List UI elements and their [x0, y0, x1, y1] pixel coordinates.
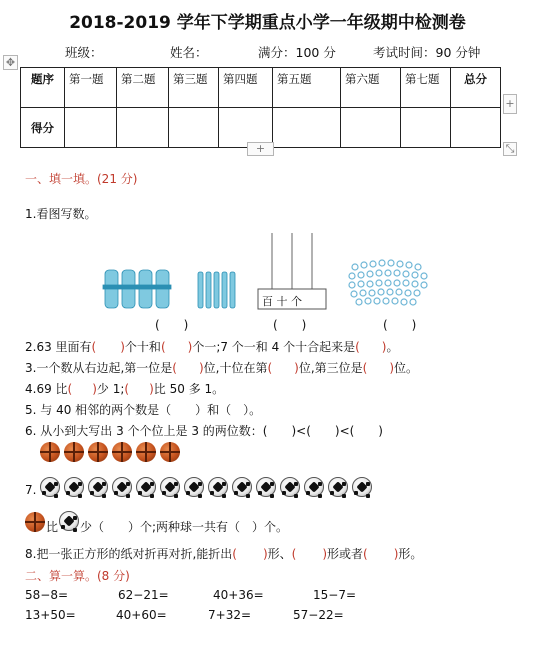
abacus-place-labels: 百 十 个	[262, 295, 302, 308]
single-sticks-icon	[198, 272, 235, 308]
question-7-number: 7.	[25, 483, 37, 497]
page-title: 2018-2019 学年下学期重点小学一年级期中检测卷	[69, 13, 466, 33]
question-2: 2.63 里面有( )个十和( )个一;7 个一和 4 个十合起来是( )。	[25, 340, 399, 354]
calc-item: 57−22=	[293, 608, 344, 622]
q3-part: 位。	[394, 361, 419, 375]
question-5: 5. 与 40 相邻的两个数是（ ）和（ ）。	[25, 403, 262, 417]
table-cell-header[interactable]: 第三题	[169, 68, 219, 108]
calc-item: 62−21=	[118, 588, 169, 602]
full-score: 满分：100 分	[258, 45, 336, 60]
table-cell-header[interactable]: 第一题	[65, 68, 117, 108]
soccer-ball-icon	[304, 477, 324, 497]
calc-item: 40+60=	[116, 608, 167, 622]
basketball-icon	[25, 512, 45, 532]
q8-part: 形、	[267, 547, 292, 561]
soccer-ball-icon	[352, 477, 372, 497]
table-cell-score[interactable]	[401, 108, 451, 148]
score-table	[20, 67, 501, 148]
question-8: 8.把一张正方形的纸对折再对折,能折出( )形、( )形或者( )形。	[25, 547, 423, 561]
q3-part: 位,十位在第	[203, 361, 268, 375]
soccer-ball-icon	[88, 477, 108, 497]
answer-blank-c[interactable]: ( )	[383, 318, 417, 332]
table-cell-score[interactable]	[273, 108, 341, 148]
question-3: 3.一个数从右边起,第一位是( )位,十位在第( )位,第三位是( )位。	[25, 361, 419, 375]
table-cell-label: 得分	[21, 108, 65, 148]
basketball-icon	[112, 442, 132, 462]
calc-item: 15−7=	[313, 588, 357, 602]
question-6: 6. 从小到大写出 3 个个位上是 3 的两位数：( )<( )<( )	[25, 424, 383, 438]
table-cell-header[interactable]: 第五题	[273, 68, 341, 108]
q7-compare-word: 比	[46, 520, 59, 534]
score-table-header-row	[21, 68, 501, 108]
q4-part: 比 50 多 1。	[153, 382, 225, 396]
question-1-text: 1.看图写数。	[25, 207, 97, 221]
table-cell-score[interactable]	[117, 108, 169, 148]
add-row-button[interactable]: +	[247, 142, 274, 156]
q7-question: 少（ ）个;两种球一共有（ ）个。	[80, 520, 289, 534]
soccer-ball-icon	[40, 477, 60, 497]
basketball-icon	[64, 442, 84, 462]
calc-item: 7+32=	[208, 608, 252, 622]
table-cell-header[interactable]: 第七题	[401, 68, 451, 108]
q2-part: 。	[386, 340, 399, 354]
add-column-button[interactable]: +	[503, 94, 517, 114]
q8-part: 8.把一张正方形的纸对折再对折,能折出	[25, 547, 233, 561]
soccer-ball-icon	[208, 477, 228, 497]
table-cell-header[interactable]: 第六题	[341, 68, 401, 108]
section-title-fill-in: 一、填一填。(21 分)	[25, 172, 138, 186]
soccer-ball-icon	[256, 477, 276, 497]
q2-part: 个一;7 个一和 4 个十合起来是	[192, 340, 356, 354]
q4-part: 少 1;	[96, 382, 125, 396]
table-cell-score[interactable]	[341, 108, 401, 148]
basketball-icon	[88, 442, 108, 462]
soccer-ball-icon	[112, 477, 132, 497]
q2-part: 个十和	[124, 340, 161, 354]
q4-part: 4.69 比	[25, 382, 68, 396]
calc-item: 40+36=	[213, 588, 264, 602]
section-title-calculate: 二、算一算。(8 分)	[25, 569, 130, 583]
table-cell-header[interactable]: 第二题	[117, 68, 169, 108]
q3-part: 位,第三位是	[298, 361, 363, 375]
soccer-ball-icon	[59, 511, 79, 531]
name-label: 姓名：	[170, 45, 208, 60]
exam-time: 考试时间：90 分钟	[373, 45, 481, 60]
soccer-ball-icon	[160, 477, 180, 497]
soccer-ball-icon	[184, 477, 204, 497]
stick-bundles-icon	[103, 270, 171, 308]
answer-blank-a[interactable]: ( )	[155, 318, 189, 332]
table-cell-header[interactable]: 第四题	[219, 68, 273, 108]
q2-part: 2.63 里面有	[25, 340, 92, 354]
table-resize-icon[interactable]: ⤡	[503, 142, 517, 156]
basketball-icon	[136, 442, 156, 462]
basketball-icon	[160, 442, 180, 462]
dots-icon	[349, 260, 427, 305]
calc-item: 13+50=	[25, 608, 76, 622]
table-move-handle-icon[interactable]: ✥	[3, 55, 18, 70]
soccer-ball-icon	[232, 477, 252, 497]
class-label: 班级：	[65, 45, 103, 60]
soccer-ball-icon	[64, 477, 84, 497]
basketball-icon	[40, 442, 60, 462]
q8-part: 形。	[398, 547, 423, 561]
soccer-ball-icon	[328, 477, 348, 497]
soccer-ball-icon	[136, 477, 156, 497]
soccer-ball-icon	[280, 477, 300, 497]
calc-item: 58−8=	[25, 588, 69, 602]
question-4: 4.69 比( )少 1;( )比 50 多 1。	[25, 382, 225, 396]
table-cell-score[interactable]	[169, 108, 219, 148]
q3-part: 3.一个数从右边起,第一位是	[25, 361, 173, 375]
q8-part: 形或者	[327, 547, 364, 561]
table-cell-score[interactable]	[451, 108, 501, 148]
answer-blank-b[interactable]: ( )	[273, 318, 307, 332]
table-cell-label: 题序	[21, 68, 65, 108]
table-cell-total[interactable]: 总分	[451, 68, 501, 108]
table-cell-score[interactable]	[65, 108, 117, 148]
